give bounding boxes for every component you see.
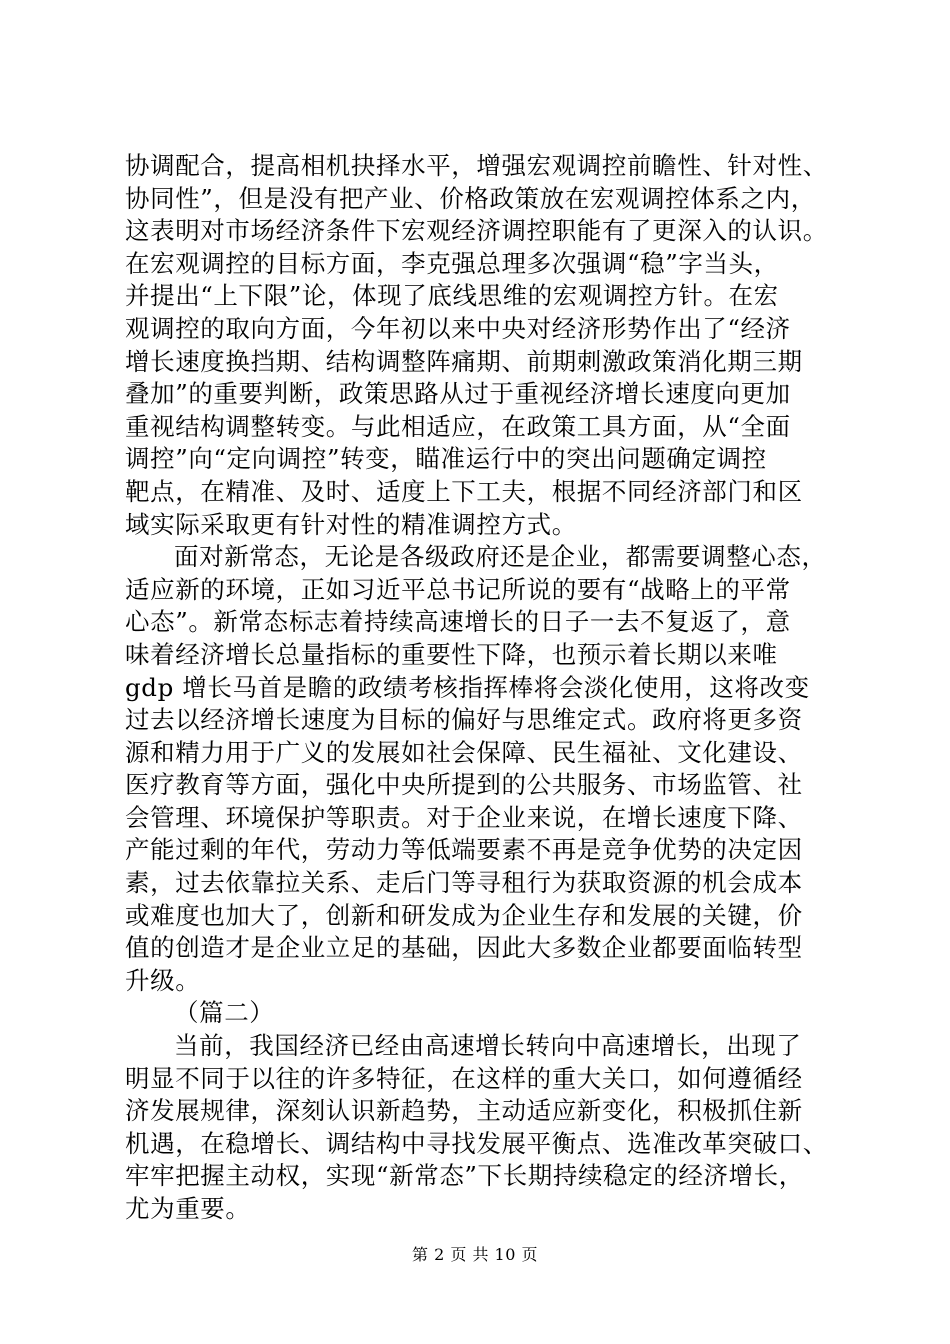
text-line: 协同性”，但是没有把产业、价格政策放在宏观调控体系之内， [125,183,816,213]
text-line: 素，过去依靠拉关系、走后门等寻租行为获取资源的机会成本 [125,868,803,898]
text-line: 产能过剩的年代，劳动力等低端要素不再是竞争优势的决定因 [125,835,803,865]
text-line: 在宏观调控的目标方面，李克强总理多次强调“稳”字当头， [125,248,779,278]
text-line: 当前，我国经济已经由高速增长转向中高速增长，出现了 [174,1031,802,1061]
page-number-footer: 第 2 页 共 10 页 [412,1245,538,1264]
text-line: （篇二） [174,998,275,1028]
text-line: 这表明对市场经济条件下宏观经济调控职能有了更深入的认识。 [125,216,828,246]
text-line: 明显不同于以往的许多特征，在这样的重大关口，如何遵循经 [125,1063,803,1093]
text-line: 心态”。新常态标志着持续高速增长的日子一去不复返了，意 [125,607,791,637]
text-line: 机遇，在稳增长、调结构中寻找发展平衡点、选准改革突破口、 [125,1128,828,1158]
document-body [125,150,830,1226]
text-line: 叠加”的重要判断，政策思路从过于重视经济增长速度向更加 [125,379,791,409]
text-line: 重视结构调整转变。与此相适应，在政策工具方面，从“全面 [125,411,791,441]
text-line: 值的创造才是企业立足的基础，因此大多数企业都要面临转型 [125,933,803,963]
text-line: 医疗教育等方面，强化中央所提到的公共服务、市场监管、社 [125,770,803,800]
text-line: 味着经济增长总量指标的重要性下降，也预示着长期以来唯 [125,639,778,669]
text-line: 尤为重要。 [125,1194,251,1223]
text-line: 适应新的环境，正如习近平总书记所说的要有“战略上的平常 [125,574,791,604]
text-line: gdp 增长马首是瞻的政绩考核指挥棒将会淡化使用，这将改变 [125,672,810,702]
text-line: 升级。 [125,965,201,995]
text-line: 源和精力用于广义的发展如社会保障、民生福祉、文化建设、 [125,737,803,767]
text-line: 或难度也加大了，创新和研发成为企业生存和发展的关键，价 [125,900,803,930]
text-line: 域实际采取更有针对性的精准调控方式。 [125,509,577,539]
text-line: 调控”向“定向调控”转变，瞄准运行中的突出问题确定调控 [125,444,767,474]
text-line: 牢牢把握主动权，实现“新常态”下长期持续稳定的经济增长， [125,1161,804,1191]
text-line: 增长速度换挡期、结构调整阵痛期、前期刺激政策消化期三期 [125,346,803,376]
text-line: 靶点，在精准、及时、适度上下工夫，根据不同经济部门和区 [125,476,803,506]
text-line: 济发展规律，深刻认识新趋势，主动适应新变化，积极抓住新 [125,1096,803,1126]
text-line: 会管理、环境保护等职责。对于企业来说，在增长速度下降、 [125,802,803,832]
text-line: 并提出“上下限”论，体现了底线思维的宏观调控方针。在宏 [125,281,779,311]
text-line: 过去以经济增长速度为目标的偏好与思维定式。政府将更多资 [125,705,803,735]
text-line: 观调控的取向方面，今年初以来中央对经济形势作出了“经济 [125,313,791,343]
text-line: 协调配合，提高相机抉择水平，增强宏观调控前瞻性、针对性、 [125,151,828,180]
text-line: 面对新常态，无论是各级政府还是企业，都需要调整心态， [174,542,827,572]
